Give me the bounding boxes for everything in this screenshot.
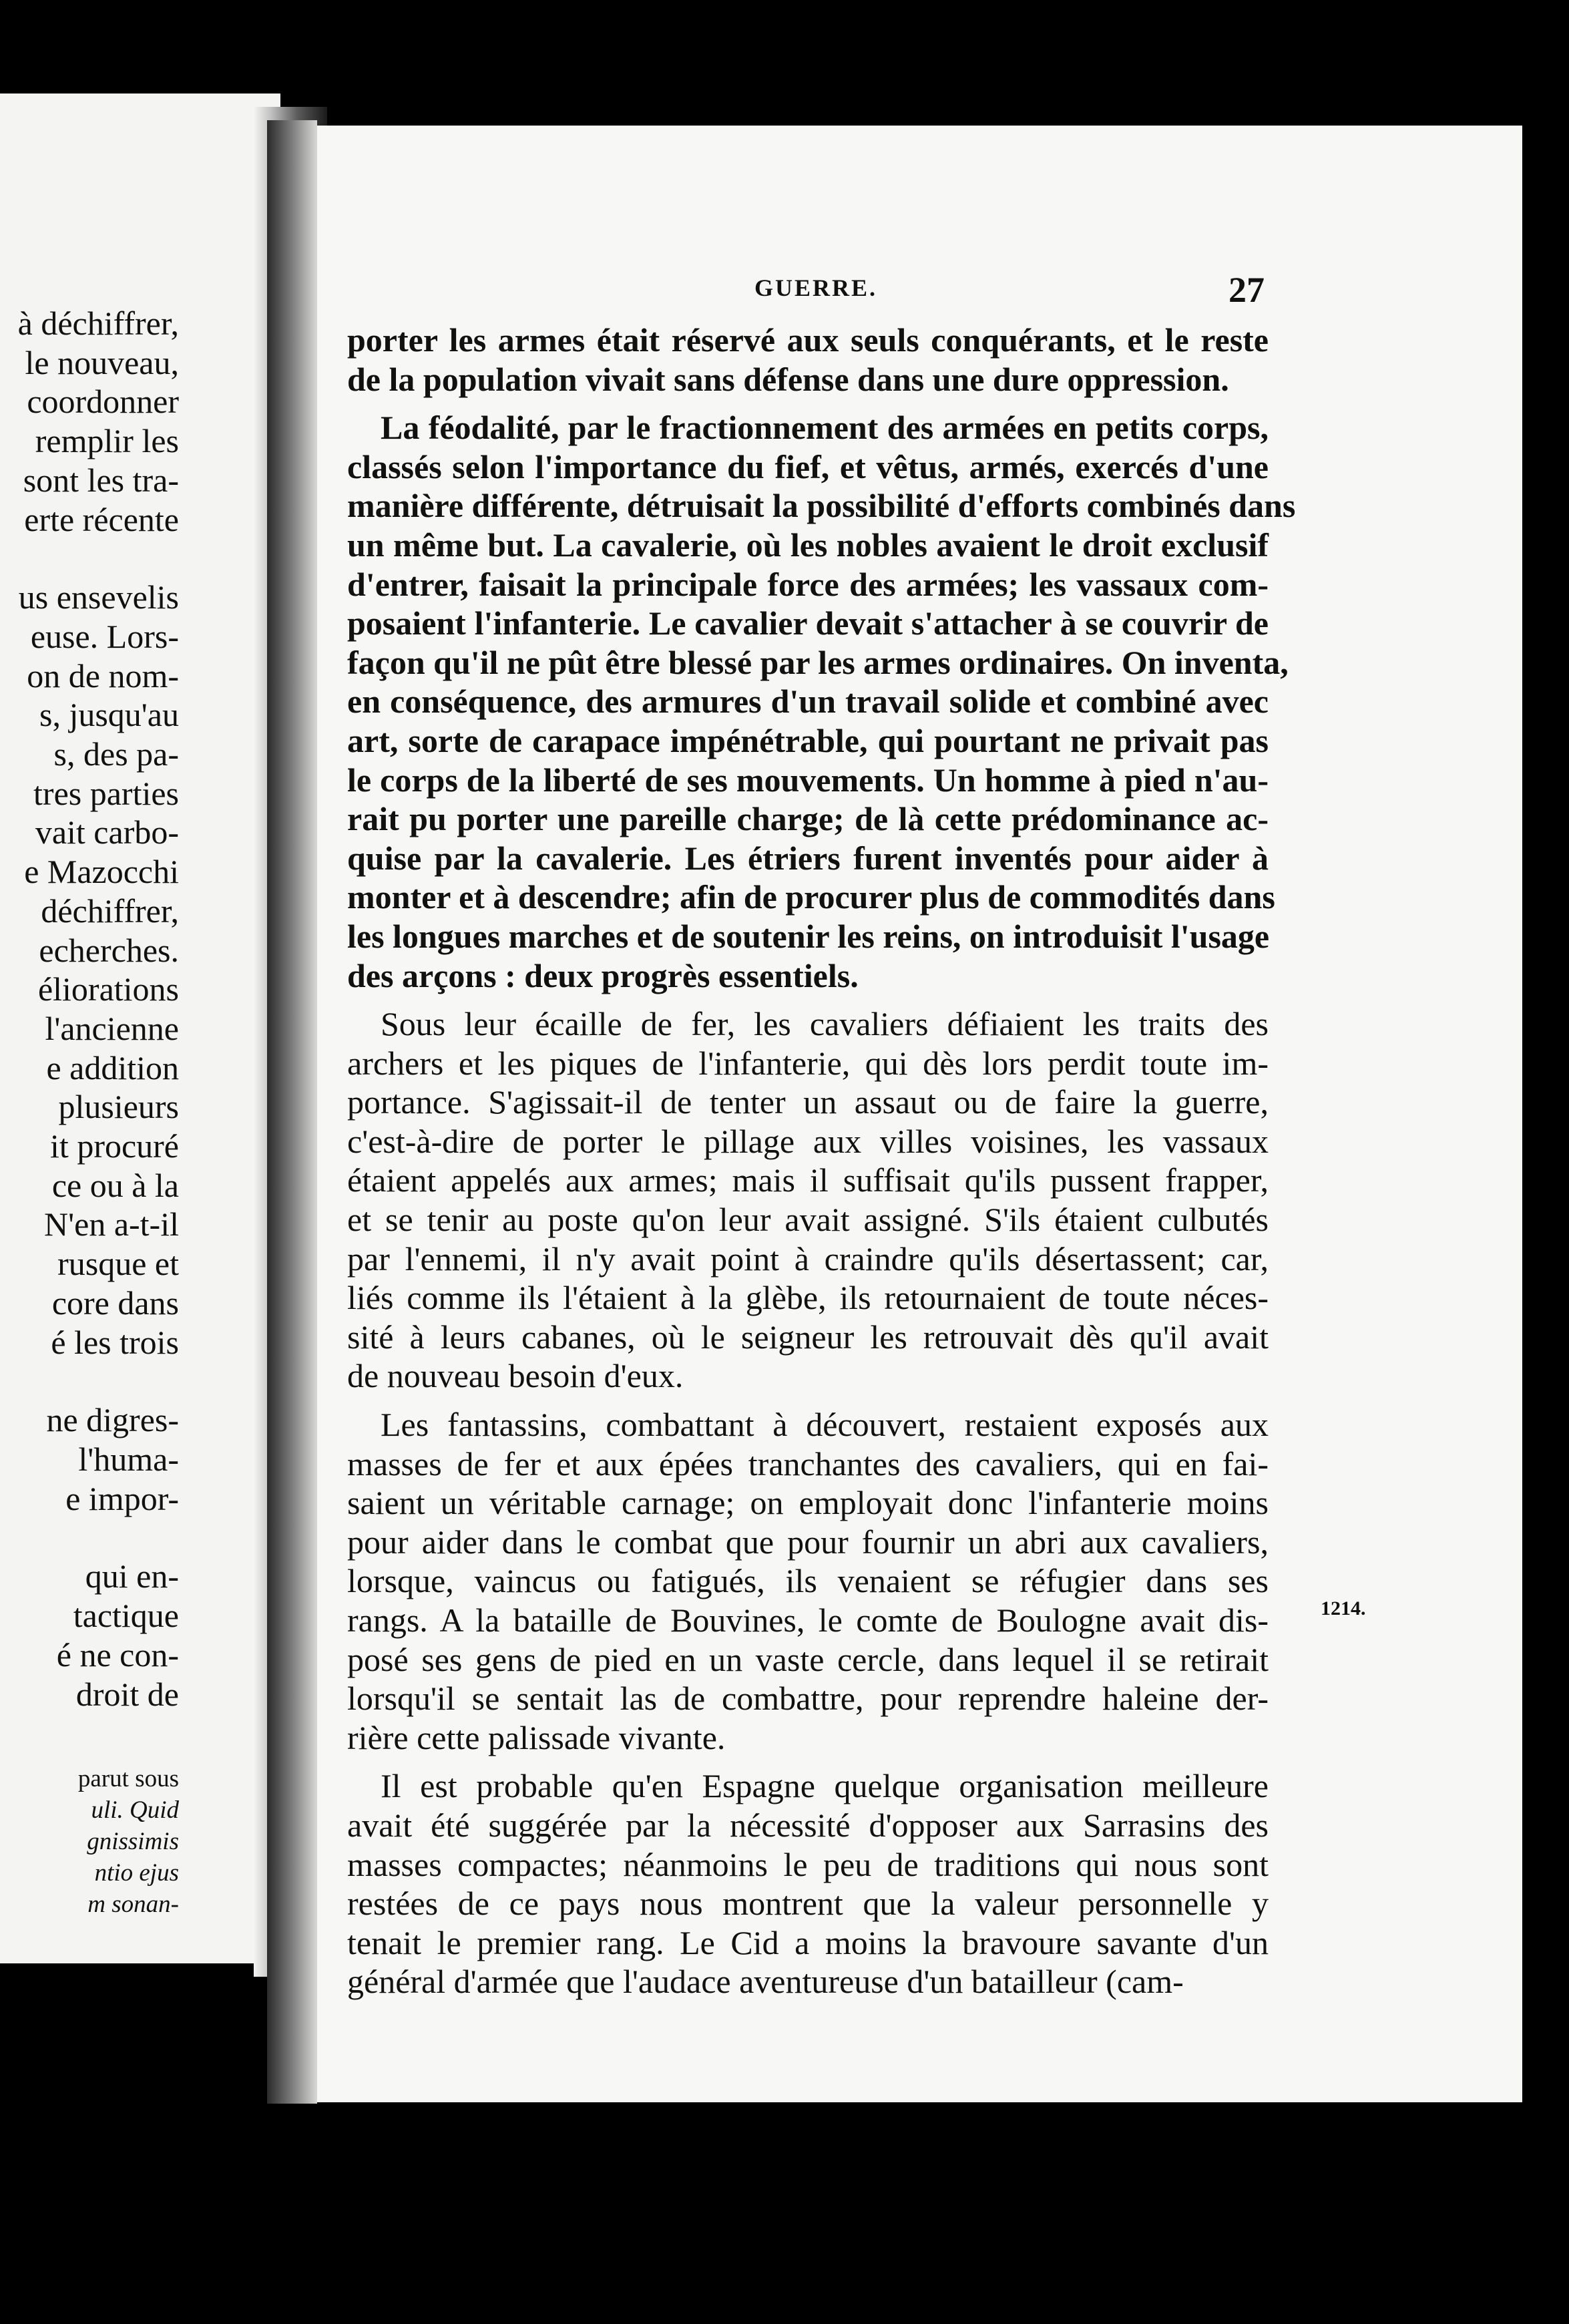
paragraph <box>347 1004 1269 1396</box>
previous-page-line <box>0 539 179 578</box>
text-line: sité à leurs cabanes, où le seigneur les retrouvait dès qu'il avait <box>347 1318 1269 1356</box>
text-line: de la population vivait sans défense dans une dure oppression. <box>347 360 1229 398</box>
previous-page-line: déchiffrer, <box>41 892 179 930</box>
previous-page-line: ce ou à la <box>51 1166 179 1204</box>
text-line: portance. S'agissait-il de tenter un assaut ou de faire la guerre, <box>347 1083 1269 1121</box>
text-line: rait pu porter une pareille charge; de là cette prédominance ac- <box>347 800 1269 838</box>
previous-page-line: droit de <box>75 1675 179 1713</box>
text-line: monter et à descendre; afin de procurer plus de commodités dans <box>347 878 1275 916</box>
body-text <box>347 321 1296 2001</box>
text-line: art, sorte de carapace impénétrable, qui pourtant ne privait pas <box>347 721 1269 759</box>
text-line: masses de fer et aux épées tranchantes des cavaliers, qui en fai- <box>347 1444 1269 1483</box>
text-line: rangs. A la bataille de Bouvines, le comte de Boulogne avait dis- <box>347 1601 1269 1639</box>
text-line: posaient l'infanterie. Le cavalier devait s'attacher à se couvrir de <box>347 604 1269 642</box>
text-line: tenait le premier rang. Le Cid a moins la bravoure savante d'un <box>347 1923 1269 1961</box>
previous-page-footnotes <box>0 1763 179 1920</box>
previous-page-note-line: m sonan- <box>87 1891 179 1918</box>
text-line: quise par la cavalerie. Les étriers furent inventés pour aider à <box>347 839 1269 877</box>
text-line: manière différente, détruisait la possibilité d'efforts combinés dans <box>347 487 1296 525</box>
text-line: c'est-à-dire de porter le pillage aux villes voisines, les vassaux <box>347 1122 1269 1160</box>
previous-page-line: e impor- <box>65 1479 179 1517</box>
previous-page-line: e addition <box>46 1048 179 1087</box>
paragraph <box>347 408 1296 995</box>
paragraph <box>347 321 1269 399</box>
text-line: lorsqu'il se sentait las de combattre, pour reprendre haleine der- <box>347 1680 1269 1718</box>
text-line: de nouveau besoin d'eux. <box>347 1357 684 1395</box>
text-line: Sous leur écaille de fer, les cavaliers défiaient les traits des <box>381 1005 1269 1043</box>
text-line: pour aider dans le combat que pour fournir un abri aux cavaliers, <box>347 1523 1269 1561</box>
previous-page-line: sont les tra- <box>23 461 179 499</box>
previous-page-line: é les trois <box>51 1323 179 1361</box>
text-line: par l'ennemi, il n'y avait point à craindre qu'ils désertassent; car, <box>347 1239 1269 1278</box>
previous-page-line: vait carbo- <box>35 813 179 851</box>
previous-page-line: é ne con- <box>56 1635 179 1674</box>
previous-page-line: erte récente <box>24 500 179 538</box>
text-line: avait été suggérée par la nécessité d'opposer aux Sarrasins des <box>347 1806 1269 1844</box>
previous-page-line <box>0 1518 179 1557</box>
text-line: d'entrer, faisait la principale force des armées; les vassaux com- <box>347 565 1269 603</box>
text-line: lorsque, vaincus ou fatigués, ils venaient se réfugier dans ses <box>347 1562 1269 1600</box>
previous-page-line: à déchiffrer, <box>17 305 179 342</box>
previous-page-line: it procuré <box>50 1127 179 1165</box>
paragraph <box>347 1405 1269 1757</box>
running-title: GUERRE. <box>754 274 878 301</box>
previous-page-line: on de nom- <box>27 656 179 695</box>
page-number: 27 <box>1228 270 1265 310</box>
previous-page-line: euse. Lors- <box>30 617 179 655</box>
previous-page-line: core dans <box>51 1284 179 1322</box>
text-line: étaient appelés aux armes; mais il suffisait qu'ils pussent frapper, <box>347 1161 1269 1199</box>
previous-page-line: ne digres- <box>46 1401 179 1439</box>
previous-page-line: qui en- <box>85 1557 179 1595</box>
previous-page-line: l'huma- <box>78 1440 179 1478</box>
previous-page-line: s, jusqu'au <box>39 696 179 734</box>
text-line: rière cette palissade vivante. <box>347 1718 726 1756</box>
previous-page-line: us ensevelis <box>18 578 179 616</box>
previous-page-note-line: uli. Quid <box>91 1796 179 1824</box>
previous-page-text <box>0 304 179 1714</box>
previous-page-line: tactique <box>73 1597 179 1635</box>
text-line: posé ses gens de pied en un vaste cercle, dans lequel il se retirait <box>347 1640 1269 1678</box>
previous-page-line: le nouveau, <box>25 343 179 381</box>
previous-page-line: s, des pa- <box>53 735 179 773</box>
text-line: Les fantassins, combattant à découvert, restaient exposés aux <box>381 1406 1269 1444</box>
text-line: liés comme ils l'étaient à la glèbe, ils retournaient de toute néces- <box>347 1279 1269 1317</box>
paragraph <box>347 1766 1269 2001</box>
previous-page-line: echerches. <box>39 931 179 969</box>
text-line: en conséquence, des armures d'un travail solide et combiné avec <box>347 683 1269 721</box>
previous-page-note-line: gnissimis <box>87 1828 179 1855</box>
text-line: un même but. La cavalerie, où les nobles avaient le droit exclusif <box>347 526 1269 564</box>
text-line: classés selon l'importance du fief, et vêtus, armés, exercés d'une <box>347 447 1269 486</box>
text-line: général d'armée que l'audace aventureuse d'un batailleur (cam- <box>347 1963 1184 2001</box>
previous-page-note-line: ntio ejus <box>94 1859 179 1887</box>
margin-note-year: 1214. <box>1321 1597 1366 1619</box>
text-line: les longues marches et de soutenir les reins, on introduisit l'usage <box>347 917 1270 955</box>
text-line: Il est probable qu'en Espagne quelque organisation meilleure <box>381 1767 1269 1805</box>
previous-page-note-line: parut sous <box>77 1765 179 1792</box>
text-line: des arçons : deux progrès essentiels. <box>347 956 859 994</box>
text-line: restées de ce pays nous montrent que la valeur personnelle y <box>347 1885 1269 1923</box>
text-line: le corps de la liberté de ses mouvements. Un homme à pied n'au- <box>347 761 1269 799</box>
text-line: La féodalité, par le fractionnement des armées en petits corps, <box>381 409 1269 447</box>
previous-page-line: éliorations <box>37 970 179 1008</box>
previous-page-line: l'ancienne <box>45 1009 179 1047</box>
text-line: et se tenir au poste qu'on leur avait assigné. S'ils étaient culbutés <box>347 1201 1269 1239</box>
previous-page-line: remplir les <box>35 422 179 460</box>
previous-page-line: rusque et <box>57 1245 179 1283</box>
text-line: porter les armes était réservé aux seuls conquérants, et le reste <box>347 321 1269 359</box>
previous-page-line: tres parties <box>33 774 179 812</box>
previous-page-line: coordonner <box>27 383 179 421</box>
previous-page-line: plusieurs <box>58 1088 179 1126</box>
text-line: saient un véritable carnage; on employait donc l'infanterie moins <box>347 1484 1269 1522</box>
text-line: masses compactes; néanmoins le peu de traditions qui nous sont <box>347 1845 1269 1883</box>
previous-page-line: N'en a-t-il <box>44 1205 179 1243</box>
previous-page-line: e Mazocchi <box>24 853 179 891</box>
previous-page-line <box>0 1362 179 1400</box>
text-line: façon qu'il ne pût être blessé par les armes ordinaires. On inventa, <box>347 643 1289 681</box>
binding-shadow <box>267 120 317 2104</box>
text-line: archers et les piques de l'infanterie, qui dès lors perdit toute im- <box>347 1044 1269 1082</box>
